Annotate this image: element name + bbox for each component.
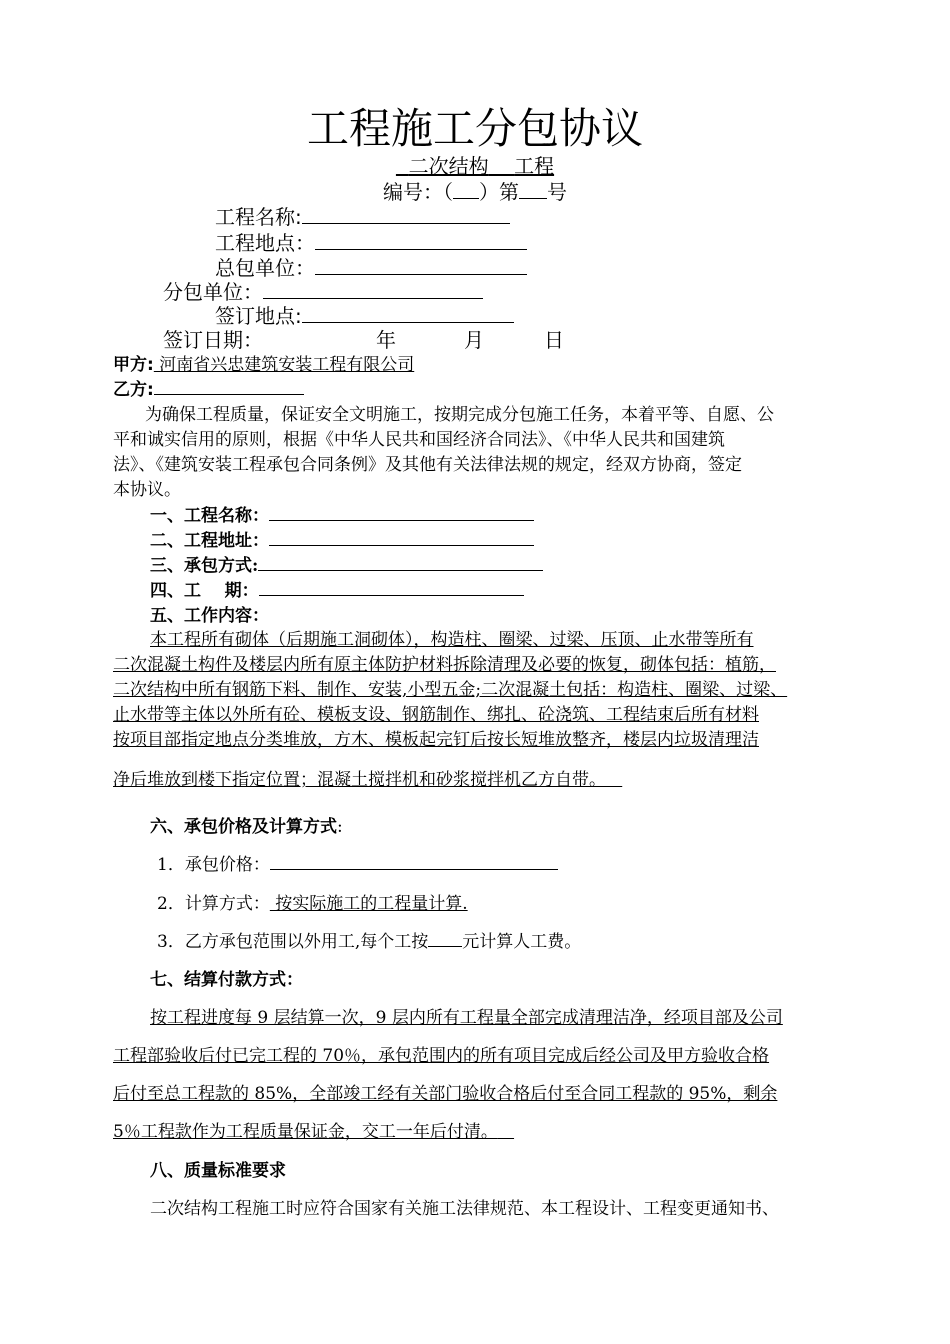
- blank-line: [315, 231, 527, 250]
- work-content-line: 本工程所有砌体（后期施工洞砌体），构造柱、圈梁、过梁、压顶、止水带等所有: [150, 630, 754, 650]
- project-type-suffix: 工程: [514, 154, 555, 178]
- blank-line: [302, 304, 514, 323]
- work-content-line: 止水带等主体以外所有砼、模板支设、钢筋制作、绑扎、砼浇筑、工程结束后所有材料: [113, 705, 759, 725]
- work-content-line: 二次结构中所有钢筋下料、制作、安装,小型五金;二次混凝土包括：构造柱、圈梁、过梁、: [113, 680, 788, 700]
- party-a-name: 河南省兴忠建筑安装工程有限公司: [153, 355, 415, 375]
- payment-line: 5％工程款作为工程质量保证金，交工一年后付清。: [113, 1122, 498, 1142]
- section-6: 六、承包价格及计算方式:: [150, 817, 343, 837]
- pricing-item-1: 1．承包价格：: [157, 850, 558, 875]
- party-a: 甲方: 河南省兴忠建筑安装工程有限公司: [113, 355, 415, 375]
- section-5: 五、工作内容：: [150, 606, 269, 626]
- blank-line: [315, 256, 527, 275]
- work-content-line: 按项目部指定地点分类堆放，方木、模板起完钉后按长短堆放整齐，楼层内垃圾清理洁: [113, 730, 759, 750]
- intro-line: 法》、《建筑安装工程承包合同条例》及其他有关法律法规的规定，经双方协商，签定: [113, 455, 742, 475]
- section-4: 四、工 期：: [150, 576, 524, 601]
- section-8: 八、质量标准要求: [150, 1161, 286, 1181]
- party-b: 乙方:: [113, 375, 304, 400]
- document-number: 编号：（ ）第 号: [383, 180, 567, 204]
- cover-field-general-contractor: 总包单位：: [215, 252, 527, 281]
- intro-line: 本协议。: [113, 480, 181, 500]
- intro-line: 为确保工程质量，保证安全文明施工，按期完成分包施工任务，本着平等、自愿、公: [145, 405, 774, 425]
- blank-line: [263, 280, 483, 299]
- section-3: 三、承包方式:: [150, 551, 543, 576]
- intro-line: 平和诚实信用的原则，根据《中华人民共和国经济合同法》、《中华人民共和国建筑: [113, 430, 725, 450]
- blank-line: [302, 205, 510, 224]
- pricing-item-2: 2．计算方式： 按实际施工的工程量计算.: [157, 894, 468, 914]
- cover-field-project-name: 工程名称:: [215, 201, 510, 230]
- payment-line: 工程部验收后付已完工程的 70％，承包范围内的所有项目完成后经公司及甲方验收合格: [113, 1046, 770, 1066]
- payment-line: 后付至总工程款的 85%，全部竣工经有关部门验收合格后付至合同工程款的 95%，剩余: [113, 1084, 778, 1104]
- document-title: 工程施工分包协议: [306, 104, 643, 153]
- work-content-line: 净后堆放到楼下指定位置；混凝土搅拌机和砂浆搅拌机乙方自带。: [113, 770, 606, 790]
- project-type-name: 二次结构: [408, 154, 489, 178]
- blank-line: [154, 376, 304, 395]
- pricing-item-3: 3．乙方承包范围以外用工,每个工按 元计算人工费。: [157, 927, 581, 952]
- payment-line: 按工程进度每 9 层结算一次，9 层内所有工程量全部完成清理洁净，经项目部及公司: [150, 1008, 783, 1028]
- section-2: 二、工程地址：: [150, 526, 534, 551]
- sign-date: 签订日期： 年 月 日: [163, 328, 564, 352]
- section-1: 一、工程名称：: [150, 501, 534, 526]
- cover-field-sign-place: 签订地点:: [215, 300, 514, 329]
- quality-line: 二次结构工程施工时应符合国家有关施工法律规范、本工程设计、工程变更通知书、: [150, 1199, 779, 1219]
- cover-field-project-site: 工程地点：: [215, 227, 527, 256]
- section-7: 七、结算付款方式：: [150, 970, 303, 990]
- work-content-line: 二次混凝土构件及楼层内所有原主体防护材料拆除清理及必要的恢复，砌体包括：植筋，: [113, 655, 776, 675]
- project-type-line: [0, 150, 950, 179]
- cover-field-subcontractor: 分包单位：: [163, 276, 483, 305]
